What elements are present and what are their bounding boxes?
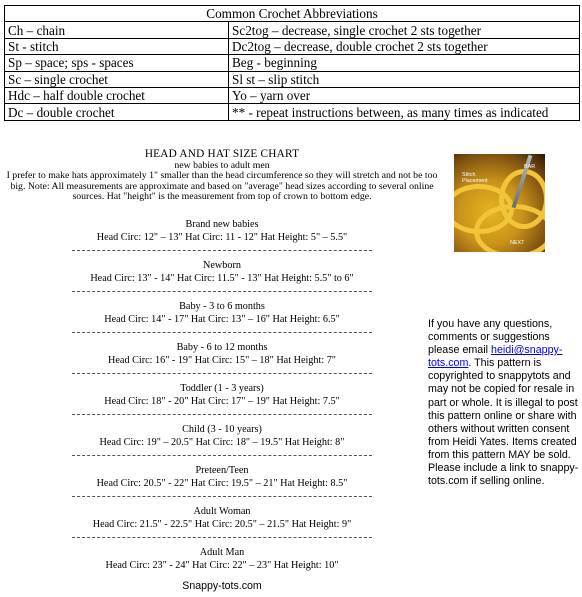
abbreviation-left: Hdc – half double crochet bbox=[5, 87, 229, 103]
abbreviation-right: Sl st – slip stitch bbox=[229, 71, 580, 87]
size-detail: Head Circ: 20.5" - 22" Hat Circ: 19.5" – 21" Hat Height: 8.5" bbox=[96, 477, 348, 489]
size-row bbox=[4, 219, 440, 244]
dashed-divider bbox=[72, 332, 372, 333]
size-detail: Head Circ: 14" - 17" Hat Circ: 13" – 16" Hat Height: 6.5" bbox=[104, 313, 340, 325]
abbreviation-row bbox=[5, 38, 580, 54]
dashed-divider bbox=[72, 537, 372, 538]
size-row bbox=[4, 342, 440, 367]
abbreviation-row bbox=[5, 87, 580, 103]
abbreviation-row bbox=[5, 55, 580, 71]
abbreviations-table bbox=[4, 5, 580, 121]
abbreviation-left: Dc – double crochet bbox=[5, 104, 229, 120]
abbreviations-title: Common Crochet Abbreviations bbox=[5, 6, 580, 22]
size-detail: Head Circ: 12" – 13" Hat Circ: 11 - 12" Hat Height: 5" – 5.5" bbox=[96, 231, 348, 243]
size-row bbox=[4, 506, 440, 531]
size-name: Baby - 3 to 6 months bbox=[179, 300, 265, 312]
photo-label-placement: Stitch Placement bbox=[462, 172, 488, 184]
size-detail: Head Circ: 13" - 14" Hat Circ: 11.5" - 13" Hat Height: 5.5" to 6" bbox=[90, 272, 354, 284]
dashed-divider bbox=[72, 291, 372, 292]
photo-label-next: NEXT bbox=[510, 240, 525, 246]
footer-site: Snappy-tots.com bbox=[182, 579, 262, 592]
size-chart bbox=[4, 148, 440, 592]
size-name: Baby - 6 to 12 months bbox=[176, 341, 268, 353]
size-name: Brand new babies bbox=[185, 218, 259, 230]
size-chart-intro: I prefer to make hats approximately 1" smaller than the head circumference so they will stretch and not be too big. Note: All measurements are approximate and based on "average" head sizes according to several online sources. Hat "height" is the measurement from top of crown to bottom edge. bbox=[6, 170, 438, 203]
size-row bbox=[4, 465, 440, 490]
note-text-after: . This pattern is copyrighted to snappytots and may not be copied for resale in part or whole. It is illegal to post this pattern online or share with others without written consent from Heidi Yates. Items created from this pattern MAY be sold. Please include a link to snappy-tots.com if selling online. bbox=[428, 357, 579, 488]
size-row bbox=[4, 547, 440, 572]
abbreviations-body bbox=[5, 22, 580, 120]
dashed-divider bbox=[72, 250, 372, 251]
abbreviation-right: Dc2tog – decrease, double crochet 2 sts together bbox=[229, 38, 580, 54]
abbreviation-left: St - stitch bbox=[5, 38, 229, 54]
abbreviation-row bbox=[5, 22, 580, 38]
size-row bbox=[4, 260, 440, 285]
size-row bbox=[4, 383, 440, 408]
photo-label-bar: BAR bbox=[524, 164, 536, 170]
size-name: Adult Man bbox=[199, 546, 245, 558]
size-name: Adult Woman bbox=[193, 505, 251, 517]
size-name: Preteen/Teen bbox=[195, 464, 249, 476]
size-detail: Head Circ: 18" - 20" Hat Circ: 17" – 19" Hat Height: 7.5" bbox=[104, 395, 340, 407]
abbreviation-left: Sc – single crochet bbox=[5, 71, 229, 87]
abbreviation-right: ** - repeat instructions between, as many times as indicated bbox=[229, 104, 580, 120]
abbreviation-right: Yo – yarn over bbox=[229, 87, 580, 103]
stitch-placement-photo bbox=[454, 154, 545, 252]
size-chart-subtitle: new babies to adult men bbox=[174, 160, 270, 171]
size-row bbox=[4, 301, 440, 326]
size-detail: Head Circ: 23" - 24" Hat Circ: 22" – 23" Hat Height: 10" bbox=[105, 559, 339, 571]
abbreviation-row bbox=[5, 104, 580, 120]
size-detail: Head Circ: 19" – 20.5" Hat Circ: 18" – 19.5" Hat Height: 8" bbox=[99, 436, 345, 448]
abbreviation-left: Sp – space; sps - spaces bbox=[5, 55, 229, 71]
size-detail: Head Circ: 21.5" - 22.5" Hat Circ: 20.5" – 21.5" Hat Height: 9" bbox=[92, 518, 352, 530]
dashed-divider bbox=[72, 496, 372, 497]
email-link[interactable]: heidi@snappy-tots.com bbox=[428, 344, 563, 370]
size-row bbox=[4, 424, 440, 449]
dashed-divider bbox=[72, 455, 372, 456]
size-detail: Head Circ: 16" - 19" Hat Circ: 15" – 18" Hat Height: 7" bbox=[108, 354, 336, 366]
abbreviation-left: Ch – chain bbox=[5, 22, 229, 38]
note-text-before: If you have any questions, comments or suggestions please email bbox=[428, 318, 553, 357]
size-name: Child (3 - 10 years) bbox=[182, 423, 262, 435]
abbreviation-right: Beg - beginning bbox=[229, 55, 580, 71]
abbreviation-row bbox=[5, 71, 580, 87]
dashed-divider bbox=[72, 373, 372, 374]
abbreviation-right: Sc2tog – decrease, single crochet 2 sts together bbox=[229, 22, 580, 38]
copyright-note bbox=[428, 318, 580, 488]
dashed-divider bbox=[72, 414, 372, 415]
size-chart-title: HEAD AND HAT SIZE CHART bbox=[144, 148, 300, 160]
size-list bbox=[4, 219, 440, 572]
size-name: Toddler (1 - 3 years) bbox=[180, 382, 264, 394]
size-name: Newborn bbox=[203, 259, 241, 271]
